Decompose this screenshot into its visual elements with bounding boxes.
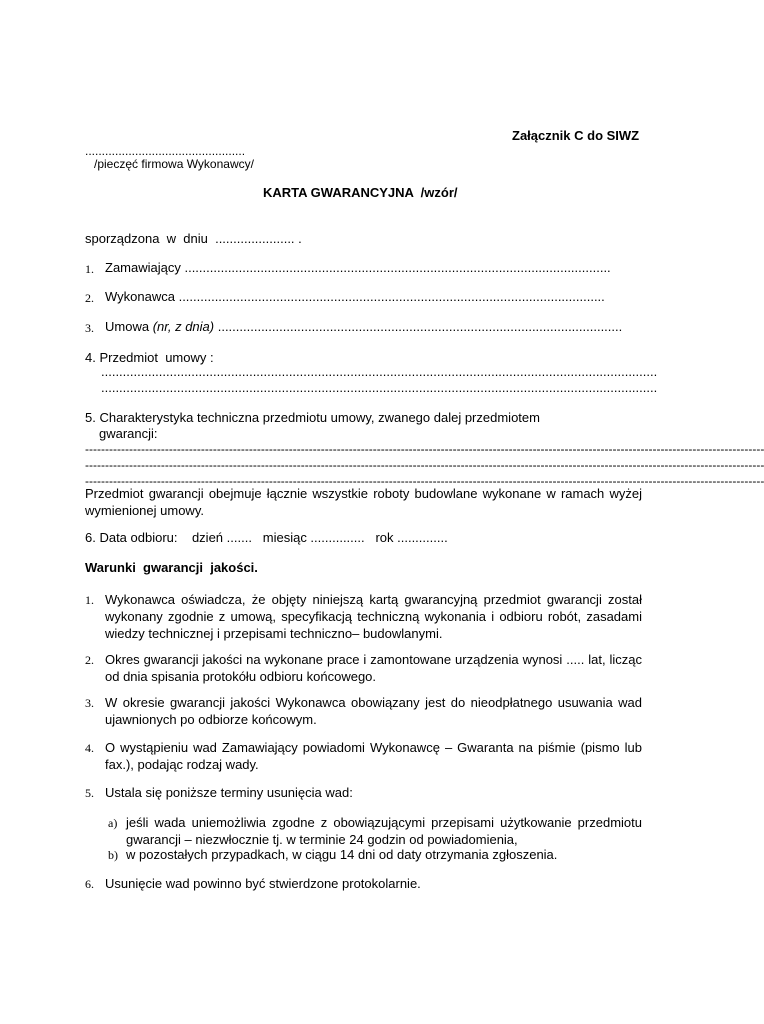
field-number: 1. bbox=[85, 262, 94, 276]
term-text: jeśli wada uniemożliwia zgodne z obowiązującymi przepisami użytkowanie przedmiotu gwarancji – niezwłocznie tj. w terminie 24 godzin od powiadomienia, bbox=[126, 815, 642, 847]
condition-text: Ustala się poniższe terminy usunięcia wad: bbox=[105, 785, 353, 800]
condition-number: 1. bbox=[85, 593, 94, 607]
field-number: 2. bbox=[85, 291, 94, 305]
conditions-heading: Warunki gwarancji jakości. bbox=[85, 560, 258, 575]
characteristics-label: 5. Charakterystyka techniczna przedmiotu umowy, zwanego dalej przedmiotem bbox=[85, 410, 540, 425]
acceptance-date: 6. Data odbioru: dzień ....... miesiąc ............... rok .............. bbox=[85, 530, 448, 545]
condition-text: Usunięcie wad powinno być stwierdzone protokolarnie. bbox=[105, 876, 421, 891]
annex-label: Załącznik C do SIWZ bbox=[512, 128, 640, 143]
scope-paragraph: Przedmiot gwarancji obejmuje łącznie wszystkie roboty budowlane wykonane w ramach wyżej wymienionej umowy. bbox=[85, 486, 642, 518]
field-label: Umowa bbox=[105, 319, 153, 334]
field-line bbox=[105, 319, 623, 335]
condition-number: 6. bbox=[85, 877, 94, 891]
condition-text: Okres gwarancji jakości na wykonane prace i zamontowane urządzenia wynosi ..... lat, licząc od dnia spisania protokółu odbioru końcowego. bbox=[105, 652, 642, 684]
field-label: Zamawiający bbox=[105, 260, 181, 275]
characteristics-label-cont: gwarancji: bbox=[99, 426, 158, 441]
subject-label: 4. Przedmiot umowy : bbox=[85, 350, 214, 365]
field-number: 3. bbox=[85, 321, 94, 335]
condition-number: 4. bbox=[85, 741, 94, 755]
term-letter: b) bbox=[108, 848, 118, 862]
subject-dots-line: .......................................................................................................................................................... bbox=[101, 364, 658, 379]
field-dots: ...................................................................................................................... bbox=[180, 260, 611, 275]
dash-line: -------------------------------------------------------------------------------------------------------------------------------------------------------------------------- bbox=[85, 458, 764, 472]
field-dots: ................................................................................................................ bbox=[214, 319, 623, 334]
field-label-note: (nr, z dnia) bbox=[152, 319, 215, 334]
dash-line: -------------------------------------------------------------------------------------------------------------------------------------------------------------------------- bbox=[85, 442, 764, 456]
field-label: Wykonawca bbox=[105, 289, 175, 304]
stamp-label: /pieczęć firmowa Wykonawcy/ bbox=[94, 157, 254, 171]
document-title: KARTA GWARANCYJNA /wzór/ bbox=[263, 185, 458, 200]
condition-text: Wykonawca oświadcza, że objęty niniejszą kartą gwarancyjną przedmiot gwarancji został wykonany zgodnie z umową, specyfikacją techniczną wykonania i odbioru robót, zasadami wiedzy technicznej i przepisami techniczno– budowlanymi. bbox=[105, 592, 642, 641]
field-dots: ...................................................................................................................... bbox=[174, 289, 605, 304]
stamp-dots: ................................................ bbox=[85, 144, 246, 158]
term-text: w pozostałych przypadkach, w ciągu 14 dni od daty otrzymania zgłoszenia. bbox=[126, 847, 558, 862]
field-line bbox=[105, 289, 615, 305]
subject-dots-line: .......................................................................................................................................................... bbox=[101, 380, 658, 395]
condition-text: O wystąpieniu wad Zamawiający powiadomi Wykonawcę – Gwaranta na piśmie (pismo lub fax.), podając rodzaj wady. bbox=[105, 740, 642, 772]
condition-text: W okresie gwarancji jakości Wykonawca obowiązany jest do nieodpłatnego usuwania wad ujawnionych po odbiorze końcowym. bbox=[105, 695, 642, 727]
condition-number: 2. bbox=[85, 653, 94, 667]
condition-number: 3. bbox=[85, 696, 94, 710]
prepared-date: sporządzona w dniu ...................... . bbox=[85, 231, 302, 246]
field-line bbox=[105, 260, 617, 276]
term-letter: a) bbox=[108, 816, 118, 830]
condition-number: 5. bbox=[85, 786, 94, 800]
dash-line: -------------------------------------------------------------------------------------------------------------------------------------------------------------------------- bbox=[85, 474, 764, 488]
